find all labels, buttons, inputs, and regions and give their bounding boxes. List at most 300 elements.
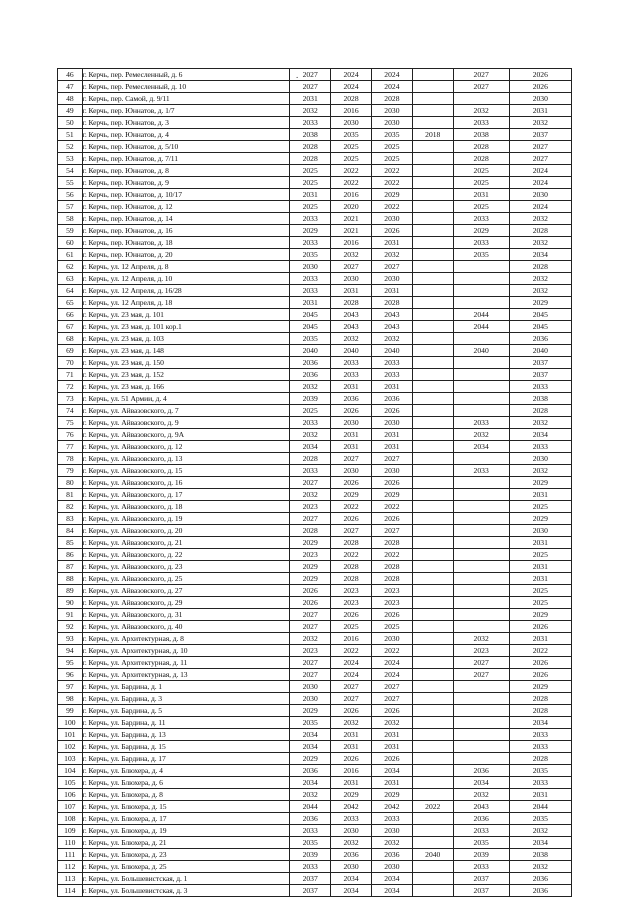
year-cell: 2032 <box>453 429 509 441</box>
address-cell: г. Керчь, ул. Блюхера, д. 19 <box>82 825 290 837</box>
year-cell: 2033 <box>331 813 372 825</box>
year-cell: 2016 <box>331 105 372 117</box>
table-row <box>58 225 572 237</box>
year-cell <box>412 861 453 873</box>
year-cell: 2033 <box>453 117 509 129</box>
year-cell: 2035 <box>290 717 331 729</box>
year-cell: 2022 <box>371 501 412 513</box>
year-cell: 2029 <box>290 705 331 717</box>
year-cell: 2029 <box>509 513 571 525</box>
year-cell: 2038 <box>453 129 509 141</box>
table-row <box>58 441 572 453</box>
year-cell <box>412 405 453 417</box>
year-cell <box>412 633 453 645</box>
address-cell: г. Керчь, ул. Айвазовского, д. 13 <box>82 453 290 465</box>
year-cell: 2026 <box>290 585 331 597</box>
row-number: 91 <box>58 609 83 621</box>
address-cell: г. Керчь, ул. Блюхера, д. 17 <box>82 813 290 825</box>
table-row <box>58 645 572 657</box>
year-cell: 2023 <box>371 597 412 609</box>
year-cell <box>412 273 453 285</box>
year-cell: 2032 <box>371 249 412 261</box>
table-row <box>58 489 572 501</box>
year-cell: 2032 <box>290 381 331 393</box>
year-cell: 2033 <box>453 417 509 429</box>
year-cell <box>412 657 453 669</box>
year-cell: 2034 <box>509 837 571 849</box>
year-cell: 2036 <box>371 393 412 405</box>
row-number: 83 <box>58 513 83 525</box>
year-cell: 2033 <box>290 861 331 873</box>
year-cell <box>412 237 453 249</box>
year-cell: 2032 <box>331 333 372 345</box>
year-cell: 2033 <box>453 237 509 249</box>
address-cell: г. Керчь, ул. 23 мая, д. 166 <box>82 381 290 393</box>
year-cell: 2027 <box>290 621 331 633</box>
table-row <box>58 261 572 273</box>
table-row <box>58 657 572 669</box>
row-number: 61 <box>58 249 83 261</box>
year-cell: 2036 <box>509 885 571 897</box>
year-cell: 2025 <box>453 201 509 213</box>
year-cell: 2022 <box>331 549 372 561</box>
year-cell <box>453 609 509 621</box>
year-cell: 2034 <box>331 885 372 897</box>
year-cell: 2035 <box>290 333 331 345</box>
year-cell <box>412 225 453 237</box>
year-cell <box>453 705 509 717</box>
year-cell: 2034 <box>290 741 331 753</box>
year-cell: 2025 <box>509 549 571 561</box>
year-cell <box>412 141 453 153</box>
year-cell: 2030 <box>331 825 372 837</box>
year-cell: 2024 <box>331 81 372 93</box>
year-cell <box>412 177 453 189</box>
year-cell <box>412 357 453 369</box>
address-cell: г. Керчь, ул. Бардина, д. 17 <box>82 753 290 765</box>
year-cell: 2028 <box>509 261 571 273</box>
year-cell: 2028 <box>331 573 372 585</box>
table-row <box>58 513 572 525</box>
year-cell: 2026 <box>371 753 412 765</box>
year-cell: 2030 <box>331 417 372 429</box>
year-cell <box>453 741 509 753</box>
row-number: 107 <box>58 801 83 813</box>
year-cell: 2027 <box>371 261 412 273</box>
year-cell: 2026 <box>509 69 571 81</box>
address-cell: г. Керчь, пер. Юннатов, д. 12 <box>82 201 290 213</box>
year-cell <box>453 261 509 273</box>
year-cell <box>453 693 509 705</box>
address-cell: г. Керчь, ул. 51 Армии, д. 4 <box>82 393 290 405</box>
row-number: 47 <box>58 81 83 93</box>
row-number: 86 <box>58 549 83 561</box>
year-cell: 2024 <box>331 669 372 681</box>
year-cell: 2022 <box>371 165 412 177</box>
year-cell: 2028 <box>371 561 412 573</box>
year-cell: 2040 <box>290 345 331 357</box>
address-cell: г. Керчь, ул. Архитектурная, д. 13 <box>82 669 290 681</box>
address-cell: г. Керчь, ул. Айвазовского, д. 29 <box>82 597 290 609</box>
year-cell: 2045 <box>509 321 571 333</box>
year-cell: 2031 <box>290 297 331 309</box>
address-cell: г. Керчь, ул. Архитектурная, д. 11 <box>82 657 290 669</box>
table-row <box>58 537 572 549</box>
year-cell: 2036 <box>453 813 509 825</box>
year-cell: 2023 <box>290 549 331 561</box>
year-cell: 2029 <box>509 609 571 621</box>
row-number: 94 <box>58 645 83 657</box>
year-cell: 2031 <box>509 573 571 585</box>
year-cell: 2029 <box>509 681 571 693</box>
address-cell: г. Керчь, ул. 12 Апреля, д. 16/28 <box>82 285 290 297</box>
year-cell: 2026 <box>371 225 412 237</box>
year-cell: 2030 <box>371 825 412 837</box>
year-cell: 2018 <box>412 129 453 141</box>
year-cell: 2035 <box>331 129 372 141</box>
table-row <box>58 477 572 489</box>
year-cell: 2045 <box>290 321 331 333</box>
year-cell: 2026 <box>509 669 571 681</box>
address-cell: г. Керчь, ул. Айвазовского, д. 23 <box>82 561 290 573</box>
year-cell: 2028 <box>371 93 412 105</box>
year-cell: 2031 <box>509 489 571 501</box>
year-cell <box>412 477 453 489</box>
address-cell: г. Керчь, ул. Айвазовского, д. 15 <box>82 465 290 477</box>
address-cell: г. Керчь, ул. 12 Апреля, д. 8 <box>82 261 290 273</box>
table-row <box>58 129 572 141</box>
year-cell <box>412 153 453 165</box>
row-number: 85 <box>58 537 83 549</box>
table-row <box>58 621 572 633</box>
row-number: 100 <box>58 717 83 729</box>
year-cell: 2031 <box>509 633 571 645</box>
table-row <box>58 369 572 381</box>
address-cell: г. Керчь, ул. Айвазовского, д. 7 <box>82 405 290 417</box>
year-cell: 2026 <box>331 705 372 717</box>
year-cell: 2027 <box>290 513 331 525</box>
address-cell: г. Керчь, пер. Юннатов, д. 1/7 <box>82 105 290 117</box>
year-cell: 2037 <box>509 369 571 381</box>
table-row <box>58 273 572 285</box>
year-cell: 2031 <box>371 237 412 249</box>
year-cell <box>412 837 453 849</box>
year-cell: 2026 <box>331 405 372 417</box>
row-number: 54 <box>58 165 83 177</box>
year-cell: 2033 <box>290 417 331 429</box>
year-cell: 2044 <box>509 801 571 813</box>
table-row <box>58 609 572 621</box>
year-cell: 2027 <box>509 141 571 153</box>
year-cell <box>412 585 453 597</box>
table-row <box>58 465 572 477</box>
table-row <box>58 405 572 417</box>
year-cell <box>412 525 453 537</box>
year-cell <box>412 213 453 225</box>
year-cell: 2027 <box>453 669 509 681</box>
year-cell: 2042 <box>371 801 412 813</box>
year-cell: 2030 <box>371 417 412 429</box>
row-number: 53 <box>58 153 83 165</box>
address-cell: г. Керчь, пер. Юннатов, д. 14 <box>82 213 290 225</box>
row-number: 46 <box>58 69 83 81</box>
year-cell <box>453 597 509 609</box>
year-cell: 2031 <box>453 189 509 201</box>
year-cell <box>412 489 453 501</box>
year-cell: 2033 <box>290 825 331 837</box>
year-cell: 2024 <box>331 657 372 669</box>
year-cell: 2034 <box>290 441 331 453</box>
year-cell: 2025 <box>290 201 331 213</box>
year-cell: 2040 <box>371 345 412 357</box>
year-cell: 2026 <box>331 477 372 489</box>
year-cell: 2033 <box>509 381 571 393</box>
address-cell: г. Керчь, ул. 23 мая, д. 148 <box>82 345 290 357</box>
table-row <box>58 201 572 213</box>
year-cell: 2016 <box>331 237 372 249</box>
year-cell: 2020 <box>331 201 372 213</box>
year-cell: 2025 <box>453 177 509 189</box>
year-cell: 2032 <box>453 105 509 117</box>
year-cell <box>412 369 453 381</box>
year-cell <box>453 297 509 309</box>
year-cell <box>453 357 509 369</box>
year-cell <box>412 597 453 609</box>
year-cell: 2026 <box>371 477 412 489</box>
year-cell: 2032 <box>331 249 372 261</box>
row-number: 72 <box>58 381 83 393</box>
year-cell <box>412 465 453 477</box>
year-cell: 2034 <box>509 429 571 441</box>
address-cell: г. Керчь, пер. Ремесленный, д. 6 <box>82 69 290 81</box>
year-cell: 2031 <box>331 729 372 741</box>
row-number: 59 <box>58 225 83 237</box>
address-cell: г. Керчь, пер. Юннатов, д. 20 <box>82 249 290 261</box>
table-row <box>58 345 572 357</box>
table-row <box>58 189 572 201</box>
year-cell: 2028 <box>509 753 571 765</box>
address-cell: г. Керчь, ул. Архитектурная, д. 8 <box>82 633 290 645</box>
year-cell: 2031 <box>331 285 372 297</box>
row-number: 96 <box>58 669 83 681</box>
year-cell: 2029 <box>290 573 331 585</box>
year-cell <box>412 753 453 765</box>
row-number: 75 <box>58 417 83 429</box>
table-row <box>58 297 572 309</box>
row-number: 98 <box>58 693 83 705</box>
year-cell: 2033 <box>331 369 372 381</box>
year-cell: 2037 <box>290 873 331 885</box>
year-cell: 2027 <box>331 525 372 537</box>
year-cell: 2040 <box>453 345 509 357</box>
address-cell: г. Керчь, ул. Блюхера, д. 4 <box>82 765 290 777</box>
year-cell: 2039 <box>290 393 331 405</box>
year-cell <box>412 729 453 741</box>
row-number: 110 <box>58 837 83 849</box>
address-cell: г. Керчь, пер. Юннатов, д. 7/11 <box>82 153 290 165</box>
row-number: 73 <box>58 393 83 405</box>
year-cell: 2043 <box>453 801 509 813</box>
year-cell: 2027 <box>331 453 372 465</box>
year-cell: 2031 <box>331 429 372 441</box>
year-cell <box>412 93 453 105</box>
year-cell: 2026 <box>509 621 571 633</box>
address-cell: г. Керчь, ул. Бардина, д. 15 <box>82 741 290 753</box>
year-cell: 2028 <box>331 297 372 309</box>
table-row <box>58 429 572 441</box>
year-cell: 2026 <box>371 609 412 621</box>
year-cell: 2029 <box>290 753 331 765</box>
year-cell <box>412 873 453 885</box>
address-cell: г. Керчь, ул. Айвазовского, д. 25 <box>82 573 290 585</box>
year-cell <box>412 561 453 573</box>
table-row <box>58 69 572 81</box>
year-cell: 2031 <box>371 285 412 297</box>
address-cell: г. Керчь, ул. Блюхера, д. 23 <box>82 849 290 861</box>
year-cell: 2036 <box>331 849 372 861</box>
year-cell: 2023 <box>371 585 412 597</box>
year-cell <box>453 333 509 345</box>
year-cell: 2045 <box>290 309 331 321</box>
year-cell: 2028 <box>331 537 372 549</box>
year-cell <box>412 381 453 393</box>
row-number: 49 <box>58 105 83 117</box>
year-cell: 2033 <box>290 213 331 225</box>
year-cell: 2022 <box>509 645 571 657</box>
row-number: 60 <box>58 237 83 249</box>
year-cell <box>412 321 453 333</box>
year-cell: 2031 <box>331 777 372 789</box>
row-number: 101 <box>58 729 83 741</box>
table-row <box>58 561 572 573</box>
year-cell: 2045 <box>509 309 571 321</box>
row-number: 64 <box>58 285 83 297</box>
year-cell: 2029 <box>331 489 372 501</box>
year-cell: 2027 <box>331 261 372 273</box>
table-row <box>58 825 572 837</box>
address-cell: г. Керчь, пер. Юннатов, д. 3 <box>82 117 290 129</box>
row-number: 67 <box>58 321 83 333</box>
address-cell: г. Керчь, ул. Блюхера, д. 6 <box>82 777 290 789</box>
year-cell: 2037 <box>453 885 509 897</box>
address-cell: г. Керчь, ул. Айвазовского, д. 9А <box>82 429 290 441</box>
address-cell: г. Керчь, ул. Бардина, д. 5 <box>82 705 290 717</box>
year-cell: 2034 <box>371 885 412 897</box>
year-cell: 2034 <box>453 441 509 453</box>
address-cell: г. Керчь, ул. 12 Апреля, д. 10 <box>82 273 290 285</box>
row-number: 69 <box>58 345 83 357</box>
row-number: 84 <box>58 525 83 537</box>
year-cell: 2044 <box>453 321 509 333</box>
year-cell: 2026 <box>331 609 372 621</box>
year-cell: 2024 <box>509 177 571 189</box>
row-number: 95 <box>58 657 83 669</box>
row-number: 103 <box>58 753 83 765</box>
year-cell: 2023 <box>331 585 372 597</box>
year-cell <box>453 753 509 765</box>
year-cell: 2026 <box>290 597 331 609</box>
year-cell: 2043 <box>371 321 412 333</box>
year-cell: 2032 <box>290 429 331 441</box>
address-cell: г. Керчь, ул. 23 мая, д. 103 <box>82 333 290 345</box>
year-cell: 2029 <box>290 225 331 237</box>
year-cell: 2031 <box>371 741 412 753</box>
year-cell <box>412 681 453 693</box>
year-cell: 2036 <box>290 357 331 369</box>
year-cell: 2023 <box>453 645 509 657</box>
year-cell <box>453 537 509 549</box>
year-cell: 2044 <box>290 801 331 813</box>
year-cell <box>412 537 453 549</box>
year-cell: 2025 <box>290 405 331 417</box>
year-cell: 2026 <box>331 513 372 525</box>
row-number: 113 <box>58 873 83 885</box>
year-cell: 2026 <box>371 513 412 525</box>
year-cell: 2029 <box>331 789 372 801</box>
year-cell: 2028 <box>290 453 331 465</box>
year-cell <box>453 561 509 573</box>
table-row <box>58 237 572 249</box>
year-cell: 2027 <box>371 681 412 693</box>
year-cell: 2016 <box>331 189 372 201</box>
year-cell <box>412 81 453 93</box>
address-cell: г. Керчь, пер. Юннатов, д. 18 <box>82 237 290 249</box>
address-cell: г. Керчь, ул. Айвазовского, д. 31 <box>82 609 290 621</box>
row-number: 114 <box>58 885 83 897</box>
year-cell <box>412 621 453 633</box>
table-row <box>58 729 572 741</box>
address-cell: г. Керчь, пер. Ремесленный, д. 10 <box>82 81 290 93</box>
year-cell: 2035 <box>290 837 331 849</box>
row-number: 52 <box>58 141 83 153</box>
year-cell: 2034 <box>331 873 372 885</box>
address-cell: г. Керчь, ул. Айвазовского, д. 19 <box>82 513 290 525</box>
year-cell: 2028 <box>331 561 372 573</box>
year-cell <box>412 69 453 81</box>
year-cell <box>412 345 453 357</box>
year-cell <box>412 117 453 129</box>
address-cell: г. Керчь, пер. Юннатов, д. 8 <box>82 165 290 177</box>
row-number: 90 <box>58 597 83 609</box>
address-cell: г. Керчь, ул. Айвазовского, д. 17 <box>82 489 290 501</box>
year-cell <box>453 285 509 297</box>
row-number: 97 <box>58 681 83 693</box>
address-cell: г. Керчь, ул. Большевистская, д. 3 <box>82 885 290 897</box>
year-cell: 2027 <box>371 525 412 537</box>
table-row <box>58 765 572 777</box>
year-cell <box>412 165 453 177</box>
row-number: 62 <box>58 261 83 273</box>
year-cell: 2043 <box>331 321 372 333</box>
year-cell: 2027 <box>453 657 509 669</box>
year-cell: 2033 <box>290 465 331 477</box>
address-cell: г. Керчь, ул. Айвазовского, д. 20 <box>82 525 290 537</box>
year-cell: 2029 <box>371 189 412 201</box>
year-cell <box>412 297 453 309</box>
year-cell: 2032 <box>371 333 412 345</box>
year-cell: 2036 <box>371 849 412 861</box>
year-cell <box>412 513 453 525</box>
year-cell: 2027 <box>453 69 509 81</box>
year-cell: 2029 <box>290 561 331 573</box>
year-cell: 2040 <box>412 849 453 861</box>
year-cell: 2030 <box>371 465 412 477</box>
row-number: 51 <box>58 129 83 141</box>
year-cell: 2027 <box>371 693 412 705</box>
year-cell: 2031 <box>371 441 412 453</box>
year-cell: 2036 <box>290 369 331 381</box>
year-cell: 2035 <box>453 249 509 261</box>
